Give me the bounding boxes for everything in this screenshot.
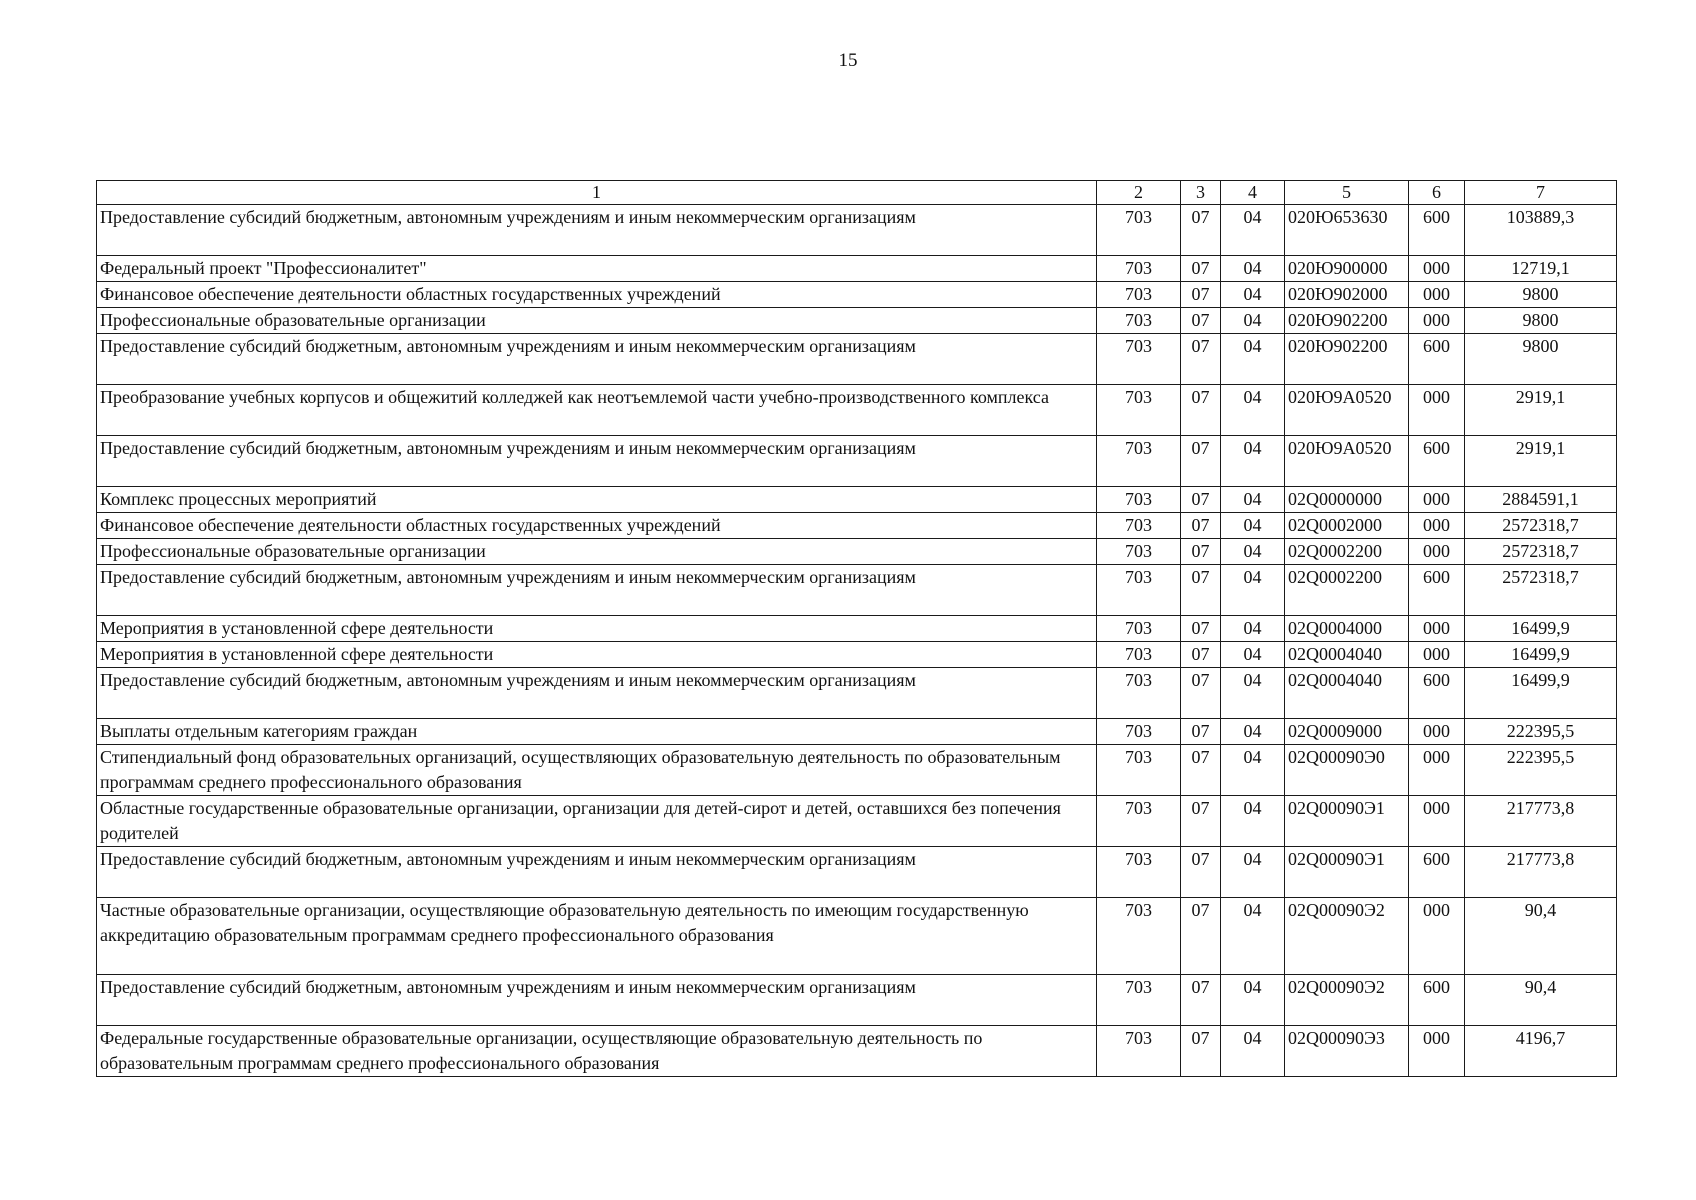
row-name-cell: Преобразование учебных корпусов и общежитий колледжей как неотъемлемой части учебно-производственного комплекса — [97, 385, 1097, 436]
page-number: 15 — [838, 50, 858, 71]
row-amount-cell: 217773,8 — [1465, 847, 1617, 898]
table-row — [97, 642, 1617, 668]
row-section-cell: 07 — [1181, 205, 1221, 256]
header-col-1: 1 — [97, 181, 1097, 205]
row-subsection-cell: 04 — [1221, 796, 1285, 847]
row-target-article-cell: 02Q0004040 — [1285, 668, 1409, 719]
table-row — [97, 436, 1617, 487]
row-section-cell: 07 — [1181, 847, 1221, 898]
row-ministry-code-cell: 703 — [1097, 385, 1181, 436]
row-section-cell: 07 — [1181, 975, 1221, 1026]
row-subsection-cell: 04 — [1221, 616, 1285, 642]
table-row — [97, 796, 1617, 847]
row-amount-cell: 4196,7 — [1465, 1026, 1617, 1077]
row-subsection-cell: 04 — [1221, 385, 1285, 436]
row-subsection-cell: 04 — [1221, 205, 1285, 256]
row-section-cell: 07 — [1181, 436, 1221, 487]
row-ministry-code-cell: 703 — [1097, 539, 1181, 565]
row-ministry-code-cell: 703 — [1097, 616, 1181, 642]
row-name-cell: Предоставление субсидий бюджетным, автономным учреждениям и иным некоммерческим организациям — [97, 975, 1097, 1026]
row-ministry-code-cell: 703 — [1097, 898, 1181, 975]
row-amount-cell: 2572318,7 — [1465, 565, 1617, 616]
row-section-cell: 07 — [1181, 256, 1221, 282]
row-subsection-cell: 04 — [1221, 436, 1285, 487]
row-name-cell: Мероприятия в установленной сфере деятельности — [97, 642, 1097, 668]
row-ministry-code-cell: 703 — [1097, 565, 1181, 616]
row-target-article-cell: 020Ю902200 — [1285, 334, 1409, 385]
row-name-cell: Областные государственные образовательные организации, организации для детей-сирот и детей, оставшихся без попечения родителей — [97, 796, 1097, 847]
row-ministry-code-cell: 703 — [1097, 282, 1181, 308]
row-subsection-cell: 04 — [1221, 565, 1285, 616]
row-target-article-cell: 02Q0000000 — [1285, 487, 1409, 513]
row-subsection-cell: 04 — [1221, 668, 1285, 719]
table-row — [97, 847, 1617, 898]
row-name-cell: Профессиональные образовательные организации — [97, 539, 1097, 565]
row-amount-cell: 9800 — [1465, 334, 1617, 385]
row-section-cell: 07 — [1181, 385, 1221, 436]
header-col-7: 7 — [1465, 181, 1617, 205]
row-target-article-cell: 02Q0009000 — [1285, 719, 1409, 745]
table-row — [97, 539, 1617, 565]
row-expense-type-cell: 000 — [1409, 719, 1465, 745]
row-ministry-code-cell: 703 — [1097, 642, 1181, 668]
row-ministry-code-cell: 703 — [1097, 334, 1181, 385]
row-expense-type-cell: 000 — [1409, 256, 1465, 282]
row-target-article-cell: 02Q00090Э1 — [1285, 796, 1409, 847]
row-name-cell: Предоставление субсидий бюджетным, автономным учреждениям и иным некоммерческим организациям — [97, 334, 1097, 385]
row-target-article-cell: 020Ю902200 — [1285, 308, 1409, 334]
row-section-cell: 07 — [1181, 796, 1221, 847]
row-expense-type-cell: 000 — [1409, 308, 1465, 334]
row-target-article-cell: 020Ю900000 — [1285, 256, 1409, 282]
row-expense-type-cell: 600 — [1409, 847, 1465, 898]
row-subsection-cell: 04 — [1221, 487, 1285, 513]
row-target-article-cell: 02Q0002000 — [1285, 513, 1409, 539]
row-section-cell: 07 — [1181, 668, 1221, 719]
row-expense-type-cell: 000 — [1409, 385, 1465, 436]
row-amount-cell: 90,4 — [1465, 898, 1617, 975]
row-name-cell: Предоставление субсидий бюджетным, автономным учреждениям и иным некоммерческим организациям — [97, 847, 1097, 898]
table-row — [97, 975, 1617, 1026]
table-row — [97, 282, 1617, 308]
row-expense-type-cell: 600 — [1409, 565, 1465, 616]
row-amount-cell: 103889,3 — [1465, 205, 1617, 256]
row-expense-type-cell: 000 — [1409, 616, 1465, 642]
row-name-cell: Предоставление субсидий бюджетным, автономным учреждениям и иным некоммерческим организациям — [97, 436, 1097, 487]
row-subsection-cell: 04 — [1221, 975, 1285, 1026]
row-amount-cell: 2572318,7 — [1465, 539, 1617, 565]
row-section-cell: 07 — [1181, 565, 1221, 616]
row-subsection-cell: 04 — [1221, 334, 1285, 385]
row-expense-type-cell: 000 — [1409, 898, 1465, 975]
row-name-cell: Выплаты отдельным категориям граждан — [97, 719, 1097, 745]
row-expense-type-cell: 600 — [1409, 334, 1465, 385]
row-name-cell: Предоставление субсидий бюджетным, автономным учреждениям и иным некоммерческим организациям — [97, 565, 1097, 616]
row-ministry-code-cell: 703 — [1097, 745, 1181, 796]
table-body — [97, 181, 1617, 1077]
row-section-cell: 07 — [1181, 616, 1221, 642]
row-expense-type-cell: 000 — [1409, 796, 1465, 847]
row-name-cell: Финансовое обеспечение деятельности областных государственных учреждений — [97, 513, 1097, 539]
row-target-article-cell: 020Ю653630 — [1285, 205, 1409, 256]
row-subsection-cell: 04 — [1221, 513, 1285, 539]
row-expense-type-cell: 000 — [1409, 642, 1465, 668]
table-row — [97, 898, 1617, 975]
row-section-cell: 07 — [1181, 719, 1221, 745]
row-expense-type-cell: 000 — [1409, 1026, 1465, 1077]
row-subsection-cell: 04 — [1221, 256, 1285, 282]
header-col-6: 6 — [1409, 181, 1465, 205]
row-target-article-cell: 02Q0004000 — [1285, 616, 1409, 642]
row-target-article-cell: 020Ю9А0520 — [1285, 436, 1409, 487]
row-subsection-cell: 04 — [1221, 745, 1285, 796]
row-subsection-cell: 04 — [1221, 642, 1285, 668]
table-row — [97, 334, 1617, 385]
row-target-article-cell: 02Q00090Э2 — [1285, 898, 1409, 975]
header-col-5: 5 — [1285, 181, 1409, 205]
row-expense-type-cell: 000 — [1409, 282, 1465, 308]
row-amount-cell: 9800 — [1465, 308, 1617, 334]
row-name-cell: Федеральный проект "Профессионалитет" — [97, 256, 1097, 282]
row-ministry-code-cell: 703 — [1097, 256, 1181, 282]
row-target-article-cell: 02Q0004040 — [1285, 642, 1409, 668]
row-target-article-cell: 02Q00090Э1 — [1285, 847, 1409, 898]
row-target-article-cell: 020Ю902000 — [1285, 282, 1409, 308]
row-name-cell: Профессиональные образовательные организации — [97, 308, 1097, 334]
row-section-cell: 07 — [1181, 898, 1221, 975]
row-section-cell: 07 — [1181, 334, 1221, 385]
row-name-cell: Стипендиальный фонд образовательных организаций, осуществляющих образовательную деятельность по образовательным программам среднего профессионального образования — [97, 745, 1097, 796]
row-amount-cell: 90,4 — [1465, 975, 1617, 1026]
row-subsection-cell: 04 — [1221, 308, 1285, 334]
header-col-4: 4 — [1221, 181, 1285, 205]
row-amount-cell: 2572318,7 — [1465, 513, 1617, 539]
row-expense-type-cell: 000 — [1409, 539, 1465, 565]
row-amount-cell: 9800 — [1465, 282, 1617, 308]
table-row — [97, 668, 1617, 719]
table-row — [97, 719, 1617, 745]
row-target-article-cell: 02Q0002200 — [1285, 539, 1409, 565]
row-name-cell: Частные образовательные организации, осуществляющие образовательную деятельность по имеющим государственную аккредитацию образовательным программам среднего профессионального образования — [97, 898, 1097, 975]
row-amount-cell: 16499,9 — [1465, 668, 1617, 719]
row-expense-type-cell: 600 — [1409, 975, 1465, 1026]
row-ministry-code-cell: 703 — [1097, 796, 1181, 847]
row-subsection-cell: 04 — [1221, 847, 1285, 898]
table-row — [97, 565, 1617, 616]
row-subsection-cell: 04 — [1221, 539, 1285, 565]
row-subsection-cell: 04 — [1221, 1026, 1285, 1077]
row-section-cell: 07 — [1181, 308, 1221, 334]
header-col-2: 2 — [1097, 181, 1181, 205]
row-name-cell: Комплекс процессных мероприятий — [97, 487, 1097, 513]
row-ministry-code-cell: 703 — [1097, 668, 1181, 719]
row-ministry-code-cell: 703 — [1097, 487, 1181, 513]
row-subsection-cell: 04 — [1221, 282, 1285, 308]
row-target-article-cell: 02Q0002200 — [1285, 565, 1409, 616]
table-row — [97, 205, 1617, 256]
row-subsection-cell: 04 — [1221, 898, 1285, 975]
row-amount-cell: 2919,1 — [1465, 385, 1617, 436]
row-amount-cell: 222395,5 — [1465, 719, 1617, 745]
row-expense-type-cell: 000 — [1409, 487, 1465, 513]
row-amount-cell: 217773,8 — [1465, 796, 1617, 847]
row-name-cell: Финансовое обеспечение деятельности областных государственных учреждений — [97, 282, 1097, 308]
row-name-cell: Мероприятия в установленной сфере деятельности — [97, 616, 1097, 642]
row-ministry-code-cell: 703 — [1097, 205, 1181, 256]
row-section-cell: 07 — [1181, 642, 1221, 668]
row-name-cell: Федеральные государственные образовательные организации, осуществляющие образовательную деятельность по образовательным программам среднего профессионального образования — [97, 1026, 1097, 1077]
row-section-cell: 07 — [1181, 487, 1221, 513]
row-target-article-cell: 020Ю9А0520 — [1285, 385, 1409, 436]
row-expense-type-cell: 600 — [1409, 668, 1465, 719]
row-amount-cell: 2884591,1 — [1465, 487, 1617, 513]
row-amount-cell: 12719,1 — [1465, 256, 1617, 282]
row-amount-cell: 16499,9 — [1465, 616, 1617, 642]
row-target-article-cell: 02Q00090Э2 — [1285, 975, 1409, 1026]
row-expense-type-cell: 000 — [1409, 745, 1465, 796]
row-ministry-code-cell: 703 — [1097, 975, 1181, 1026]
row-ministry-code-cell: 703 — [1097, 719, 1181, 745]
row-expense-type-cell: 000 — [1409, 513, 1465, 539]
row-section-cell: 07 — [1181, 745, 1221, 796]
row-ministry-code-cell: 703 — [1097, 1026, 1181, 1077]
table-row — [97, 745, 1617, 796]
row-name-cell: Предоставление субсидий бюджетным, автономным учреждениям и иным некоммерческим организациям — [97, 668, 1097, 719]
row-section-cell: 07 — [1181, 513, 1221, 539]
table-row — [97, 308, 1617, 334]
table-row — [97, 1026, 1617, 1077]
row-section-cell: 07 — [1181, 282, 1221, 308]
row-ministry-code-cell: 703 — [1097, 436, 1181, 487]
row-amount-cell: 16499,9 — [1465, 642, 1617, 668]
table-row — [97, 385, 1617, 436]
table-row — [97, 256, 1617, 282]
table-header-row — [97, 181, 1617, 205]
row-section-cell: 07 — [1181, 1026, 1221, 1077]
row-name-cell: Предоставление субсидий бюджетным, автономным учреждениям и иным некоммерческим организациям — [97, 205, 1097, 256]
row-amount-cell: 222395,5 — [1465, 745, 1617, 796]
row-section-cell: 07 — [1181, 539, 1221, 565]
table-row — [97, 616, 1617, 642]
table-row — [97, 487, 1617, 513]
header-col-3: 3 — [1181, 181, 1221, 205]
row-expense-type-cell: 600 — [1409, 205, 1465, 256]
row-ministry-code-cell: 703 — [1097, 513, 1181, 539]
row-target-article-cell: 02Q00090Э3 — [1285, 1026, 1409, 1077]
row-subsection-cell: 04 — [1221, 719, 1285, 745]
table-row — [97, 513, 1617, 539]
budget-table — [96, 180, 1617, 1077]
row-ministry-code-cell: 703 — [1097, 308, 1181, 334]
row-expense-type-cell: 600 — [1409, 436, 1465, 487]
row-target-article-cell: 02Q00090Э0 — [1285, 745, 1409, 796]
row-ministry-code-cell: 703 — [1097, 847, 1181, 898]
row-amount-cell: 2919,1 — [1465, 436, 1617, 487]
